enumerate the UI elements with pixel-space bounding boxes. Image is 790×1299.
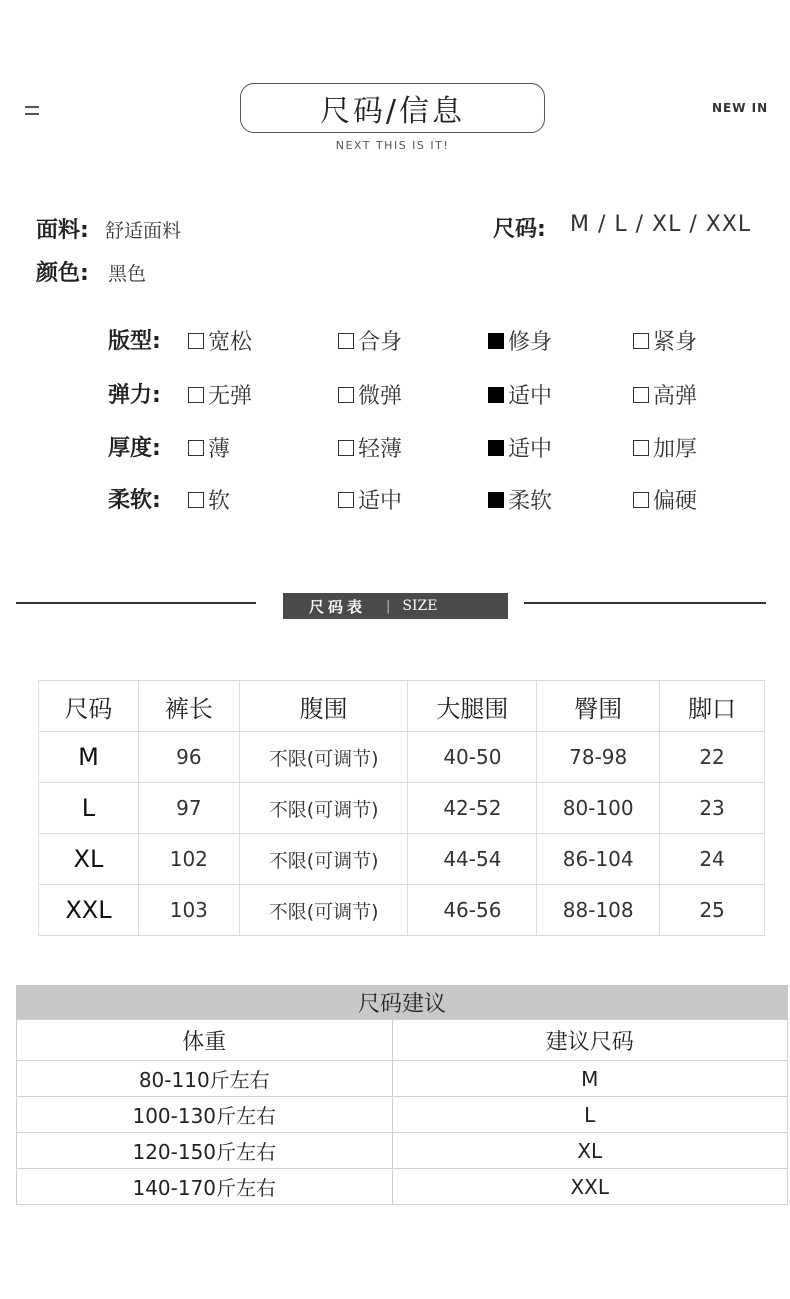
size-table-cell: 44-54 — [408, 834, 537, 885]
attribute-option — [488, 432, 552, 463]
table-row — [17, 1097, 788, 1133]
checked-box-icon — [488, 333, 504, 349]
attribute-option — [338, 432, 402, 463]
attribute-option — [338, 379, 402, 410]
size-table-cell: 24 — [660, 834, 765, 885]
table-row — [17, 1133, 788, 1169]
recommendation-cell: 140-170斤左右 — [17, 1169, 393, 1205]
size-table-cell: M — [39, 732, 139, 783]
size-table-cell: 不限(可调节) — [239, 732, 408, 783]
unchecked-box-icon — [188, 492, 204, 508]
size-table-cell: 42-52 — [408, 783, 537, 834]
size-table-cell: 102 — [138, 834, 239, 885]
attribute-option — [188, 325, 252, 356]
recommendation-header-cell: 体重 — [17, 1020, 393, 1061]
attribute-option-label: 柔软 — [508, 489, 553, 514]
size-table-cell: 不限(可调节) — [239, 783, 408, 834]
table-row — [17, 1169, 788, 1205]
unchecked-box-icon — [633, 333, 649, 349]
table-row — [17, 1061, 788, 1097]
size-table-header — [39, 681, 765, 732]
unchecked-box-icon — [338, 440, 354, 456]
attribute-row — [108, 373, 768, 413]
unchecked-box-icon — [338, 492, 354, 508]
size-banner — [283, 593, 508, 619]
color-value: 黑色 — [108, 263, 147, 285]
size-table — [38, 680, 765, 936]
attribute-option — [338, 325, 402, 356]
recommendation-cell: M — [392, 1061, 787, 1097]
size-table-cell: 23 — [660, 783, 765, 834]
attribute-option — [633, 432, 697, 463]
attribute-option-label: 适中 — [508, 384, 553, 409]
recommendation-title: 尺码建议 — [16, 985, 788, 1019]
attribute-option — [488, 484, 552, 515]
size-table-header-cell: 尺码 — [39, 681, 139, 732]
checked-box-icon — [488, 440, 504, 456]
attribute-option-label: 适中 — [508, 437, 553, 462]
size-table-cell: XXL — [39, 885, 139, 936]
attribute-label: 弹力: — [108, 382, 161, 408]
fabric-value: 舒适面料 — [105, 220, 182, 242]
size-table-header-cell: 臀围 — [537, 681, 660, 732]
unchecked-box-icon — [633, 387, 649, 403]
size-banner-en: SIZE — [402, 598, 438, 614]
attribute-option-label: 偏硬 — [653, 489, 698, 514]
size-table-cell: 86-104 — [537, 834, 660, 885]
attribute-option-label: 紧身 — [653, 330, 698, 355]
recommendation-cell: XL — [392, 1133, 787, 1169]
size-table-header-cell: 腹围 — [239, 681, 408, 732]
attribute-label: 柔软: — [108, 487, 161, 513]
size-table-cell: 103 — [138, 885, 239, 936]
unchecked-box-icon — [188, 333, 204, 349]
size-table-cell: XL — [39, 834, 139, 885]
attribute-label: 版型: — [108, 328, 161, 354]
new-in-label: NEW IN — [712, 101, 769, 115]
table-row — [39, 885, 765, 936]
attribute-option — [633, 325, 697, 356]
recommendation-cell: 100-130斤左右 — [17, 1097, 393, 1133]
size-table-cell: 22 — [660, 732, 765, 783]
table-row — [39, 732, 765, 783]
size-table-cell: 25 — [660, 885, 765, 936]
recommendation-table — [16, 1019, 788, 1205]
attribute-row — [108, 319, 768, 359]
divider-right — [524, 602, 766, 604]
menu-icon[interactable] — [25, 103, 39, 117]
attribute-label: 厚度: — [108, 435, 161, 461]
size-table-cell: 46-56 — [408, 885, 537, 936]
checked-box-icon — [488, 387, 504, 403]
attribute-option-label: 合身 — [358, 330, 403, 355]
attribute-option-label: 微弹 — [358, 384, 403, 409]
recommendation-header-cell: 建议尺码 — [392, 1020, 787, 1061]
size-table-cell: 40-50 — [408, 732, 537, 783]
attribute-option — [488, 379, 552, 410]
attribute-option-label: 适中 — [358, 489, 403, 514]
size-table-cell: 80-100 — [537, 783, 660, 834]
checked-box-icon — [488, 492, 504, 508]
attribute-option-label: 高弹 — [653, 384, 698, 409]
size-table-cell: 88-108 — [537, 885, 660, 936]
attribute-option-label: 轻薄 — [358, 437, 403, 462]
page-subtitle: NEXT THIS IS IT! — [335, 139, 450, 152]
recommendation-cell: XXL — [392, 1169, 787, 1205]
size-table-cell: 78-98 — [537, 732, 660, 783]
size-table-header-cell: 裤长 — [138, 681, 239, 732]
unchecked-box-icon — [338, 387, 354, 403]
attribute-option — [338, 484, 402, 515]
size-values: M / L / XL / XXL — [570, 212, 752, 237]
attribute-row — [108, 426, 768, 466]
recommendation-header — [17, 1020, 788, 1061]
page-title: 尺码/信息 — [240, 83, 545, 133]
attribute-option — [188, 379, 252, 410]
attribute-option — [633, 484, 697, 515]
size-banner-zh: 尺码表 — [309, 597, 367, 616]
attribute-option — [188, 484, 230, 515]
recommendation-cell: L — [392, 1097, 787, 1133]
size-recommendation — [16, 985, 788, 1205]
size-table-cell: 不限(可调节) — [239, 834, 408, 885]
unchecked-box-icon — [188, 387, 204, 403]
recommendation-cell: 120-150斤左右 — [17, 1133, 393, 1169]
table-row — [39, 783, 765, 834]
attribute-row — [108, 478, 768, 518]
size-label: 尺码: — [493, 217, 546, 242]
size-table-header-cell: 脚口 — [660, 681, 765, 732]
unchecked-box-icon — [633, 492, 649, 508]
size-table-cell: 96 — [138, 732, 239, 783]
attribute-option-label: 薄 — [208, 437, 231, 462]
size-table-cell: L — [39, 783, 139, 834]
attribute-option-label: 修身 — [508, 330, 553, 355]
unchecked-box-icon — [633, 440, 649, 456]
size-table-cell: 不限(可调节) — [239, 885, 408, 936]
attribute-option — [488, 325, 552, 356]
table-row — [39, 834, 765, 885]
recommendation-cell: 80-110斤左右 — [17, 1061, 393, 1097]
divider-left — [16, 602, 256, 604]
attribute-option-label: 宽松 — [208, 330, 253, 355]
attribute-option-label: 无弹 — [208, 384, 253, 409]
unchecked-box-icon — [338, 333, 354, 349]
attribute-option-label: 加厚 — [653, 437, 698, 462]
size-table-cell: 97 — [138, 783, 239, 834]
size-table-header-cell: 大腿围 — [408, 681, 537, 732]
attribute-option — [188, 432, 230, 463]
unchecked-box-icon — [188, 440, 204, 456]
attribute-option-label: 软 — [208, 489, 231, 514]
size-banner-separator: | — [386, 598, 391, 614]
attribute-option — [633, 379, 697, 410]
color-label: 颜色: — [36, 261, 89, 286]
fabric-label: 面料: — [36, 218, 89, 243]
